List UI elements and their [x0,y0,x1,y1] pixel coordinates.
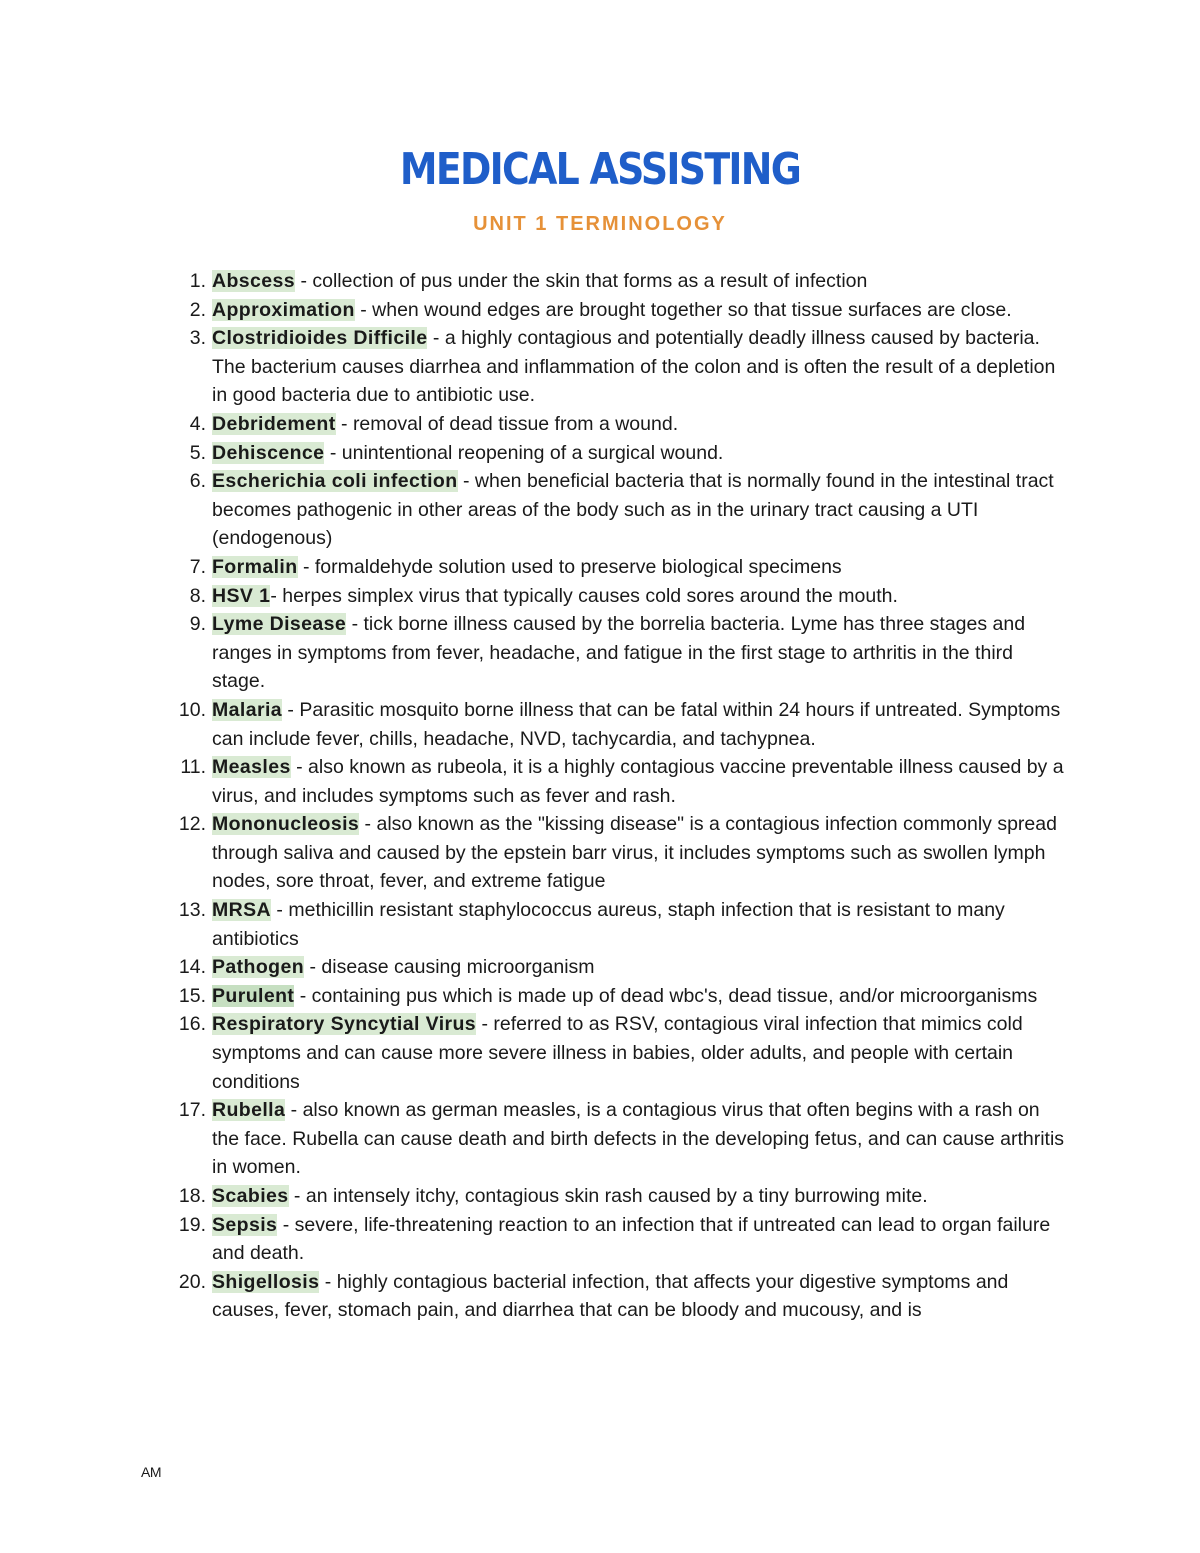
term-number: 12. [178,813,206,836]
term-definition: formaldehyde solution used to preserve biological specimens [314,555,842,578]
term-list-item [170,610,1070,696]
term-separator: - [270,584,283,607]
term-word: Clostridioides Difficile [212,327,428,350]
term-number: 14. [178,956,206,979]
term-number: 20. [178,1270,206,1293]
term-definition: severe, life-threatening reaction to an infection that if untreated can lead to organ failure and death. [212,1213,1051,1265]
term-separator: - [427,327,445,350]
term-word: Mononucleosis [212,813,360,836]
term-separator: - [359,813,377,836]
term-list-item [170,953,1070,982]
term-definition: when beneficial bacteria that is normally found in the intestinal tract becomes pathogenic in other areas of the body such as in the urinary tract causing a UTI (endogenous) [212,470,1054,550]
term-list-item [170,896,1070,953]
term-separator: - [335,412,353,435]
term-list-item [170,1096,1070,1182]
term-word: Scabies [212,1185,289,1207]
term-separator: - [285,1099,303,1122]
term-word: Lyme Disease [212,613,347,636]
term-definition: unintentional reopening of a surgical wound. [341,441,724,464]
term-list-item [170,1010,1070,1096]
term-word: Purulent [212,984,295,1007]
term-number: 11. [180,756,206,779]
term-number: 9. [189,613,206,636]
page-subtitle: UNIT 1 TERMINOLOGY [473,213,727,235]
term-definition: referred to as RSV, contagious viral infection that mimics cold symptoms and can cause more severe illness in babies, older adults, and people with certain conditions [212,1013,1023,1093]
term-word: Debridement [212,412,336,435]
term-definition: also known as the "kissing disease" is a contagious infection commonly spread through saliva and caused by the epstein barr virus, it includes symptoms such as swollen lymph nodes, sore throat, fever, and extreme fatigue [212,813,1057,893]
term-number: 6. [189,470,206,493]
term-definition: containing pus which is made up of dead wbc's, dead tissue, and/or microorganisms [311,984,1038,1007]
term-word: Malaria [212,698,283,721]
term-definition: collection of pus under the skin that forms as a result of infection [312,270,868,292]
term-list-item [170,410,1070,439]
term-number: 1. [189,270,206,292]
term-list-item [170,753,1070,810]
term-word: HSV 1 [212,584,271,607]
term-definition: a highly contagious and potentially deadly illness caused by bacteria. The bacterium causes diarrhea and inflammation of the colon and is often the result of a depletion in good bacteria due to antibiotic use. [212,327,1056,407]
term-list-item [170,982,1070,1011]
term-number: 8. [189,584,206,607]
term-word: Abscess [212,270,296,292]
term-number: 2. [189,298,206,321]
term-definition: removal of dead tissue from a wound. [352,412,679,435]
footer-initials: AM [141,1464,161,1480]
term-list-item [170,267,1070,296]
term-number: 4. [189,412,206,435]
term-list-item [170,582,1070,611]
term-list-item [170,324,1070,410]
term-separator: - [282,698,300,721]
term-separator: - [346,613,364,636]
term-list-item [170,467,1070,553]
term-word: Rubella [212,1099,286,1122]
term-number: 7. [189,555,206,578]
term-definition: also known as rubeola, it is a highly contagious vaccine preventable illness caused by a virus, and includes symptoms such as fever and rash. [212,756,1064,807]
term-separator: - [354,298,373,321]
term-definition: also known as german measles, is a contagious virus that often begins with a rash on the face. Rubella can cause death and birth defects in the developing fetus, and can cause arthritis in women. [212,1099,1065,1179]
term-number: 16. [178,1013,206,1036]
term-list-item [170,439,1070,468]
term-number: 15. [178,984,206,1007]
term-word: Formalin [212,555,298,578]
term-definition: methicillin resistant staphylococcus aureus, staph infection that is resistant to many antibiotics [212,899,1005,950]
term-word: Shigellosis [212,1270,320,1293]
term-list-item [170,1182,1070,1211]
term-definition: highly contagious bacterial infection, that affects your digestive symptoms and causes, fever, stomach pain, and diarrhea that can be bloody and mucousy, and is [212,1270,1009,1322]
term-definition: Parasitic mosquito borne illness that can be fatal within 24 hours if untreated. Symptoms can include fever, chills, headache, NVD, tachycardia, and tachypnea. [212,698,1061,750]
term-list-item [170,696,1070,753]
term-word: Sepsis [212,1213,278,1236]
term-list-item [170,1268,1070,1325]
term-separator: - [304,956,322,979]
term-word: Pathogen [212,956,305,979]
term-separator: - [277,1213,295,1236]
term-definition: tick borne illness caused by the borrelia bacteria. Lyme has three stages and ranges in symptoms from fever, headache, and fatigue in the first stage to arthritis in the third stage. [212,613,1026,693]
term-separator: - [290,756,309,779]
term-separator: - [324,441,342,464]
term-separator: - [294,984,312,1007]
term-number: 19. [178,1213,206,1236]
term-separator: - [319,1270,337,1293]
term-separator: - [476,1013,494,1036]
term-word: Dehiscence [212,441,325,464]
terminology-list [170,267,1070,1325]
term-word: Approximation [212,298,355,321]
term-number: 17. [178,1099,206,1122]
term-definition: an intensely itchy, contagious skin rash caused by a tiny burrowing mite. [305,1185,928,1207]
term-definition: disease causing microorganism [321,956,595,979]
term-word: Measles [212,756,291,779]
term-separator: - [295,270,313,292]
term-separator: - [288,1185,306,1207]
term-definition: when wound edges are brought together so that tissue surfaces are close. [372,298,1012,321]
term-word: Escherichia coli infection [212,470,458,493]
term-number: 5. [189,441,206,464]
term-word: Respiratory Syncytial Virus [212,1013,477,1036]
term-separator: - [271,899,289,922]
term-separator: - [297,555,315,578]
page-title: MEDICAL ASSISTING [399,144,801,195]
term-number: 13. [178,899,206,922]
term-separator: - [457,470,475,493]
term-list-item [170,1211,1070,1268]
term-definition: herpes simplex virus that typically causes cold sores around the mouth. [282,584,898,607]
term-number: 3. [189,327,206,350]
term-word: MRSA [212,899,272,922]
term-number: 10. [178,698,206,721]
term-list-item [170,810,1070,896]
term-list-item [170,296,1070,325]
term-list-item [170,553,1070,582]
term-number: 18. [178,1185,206,1207]
